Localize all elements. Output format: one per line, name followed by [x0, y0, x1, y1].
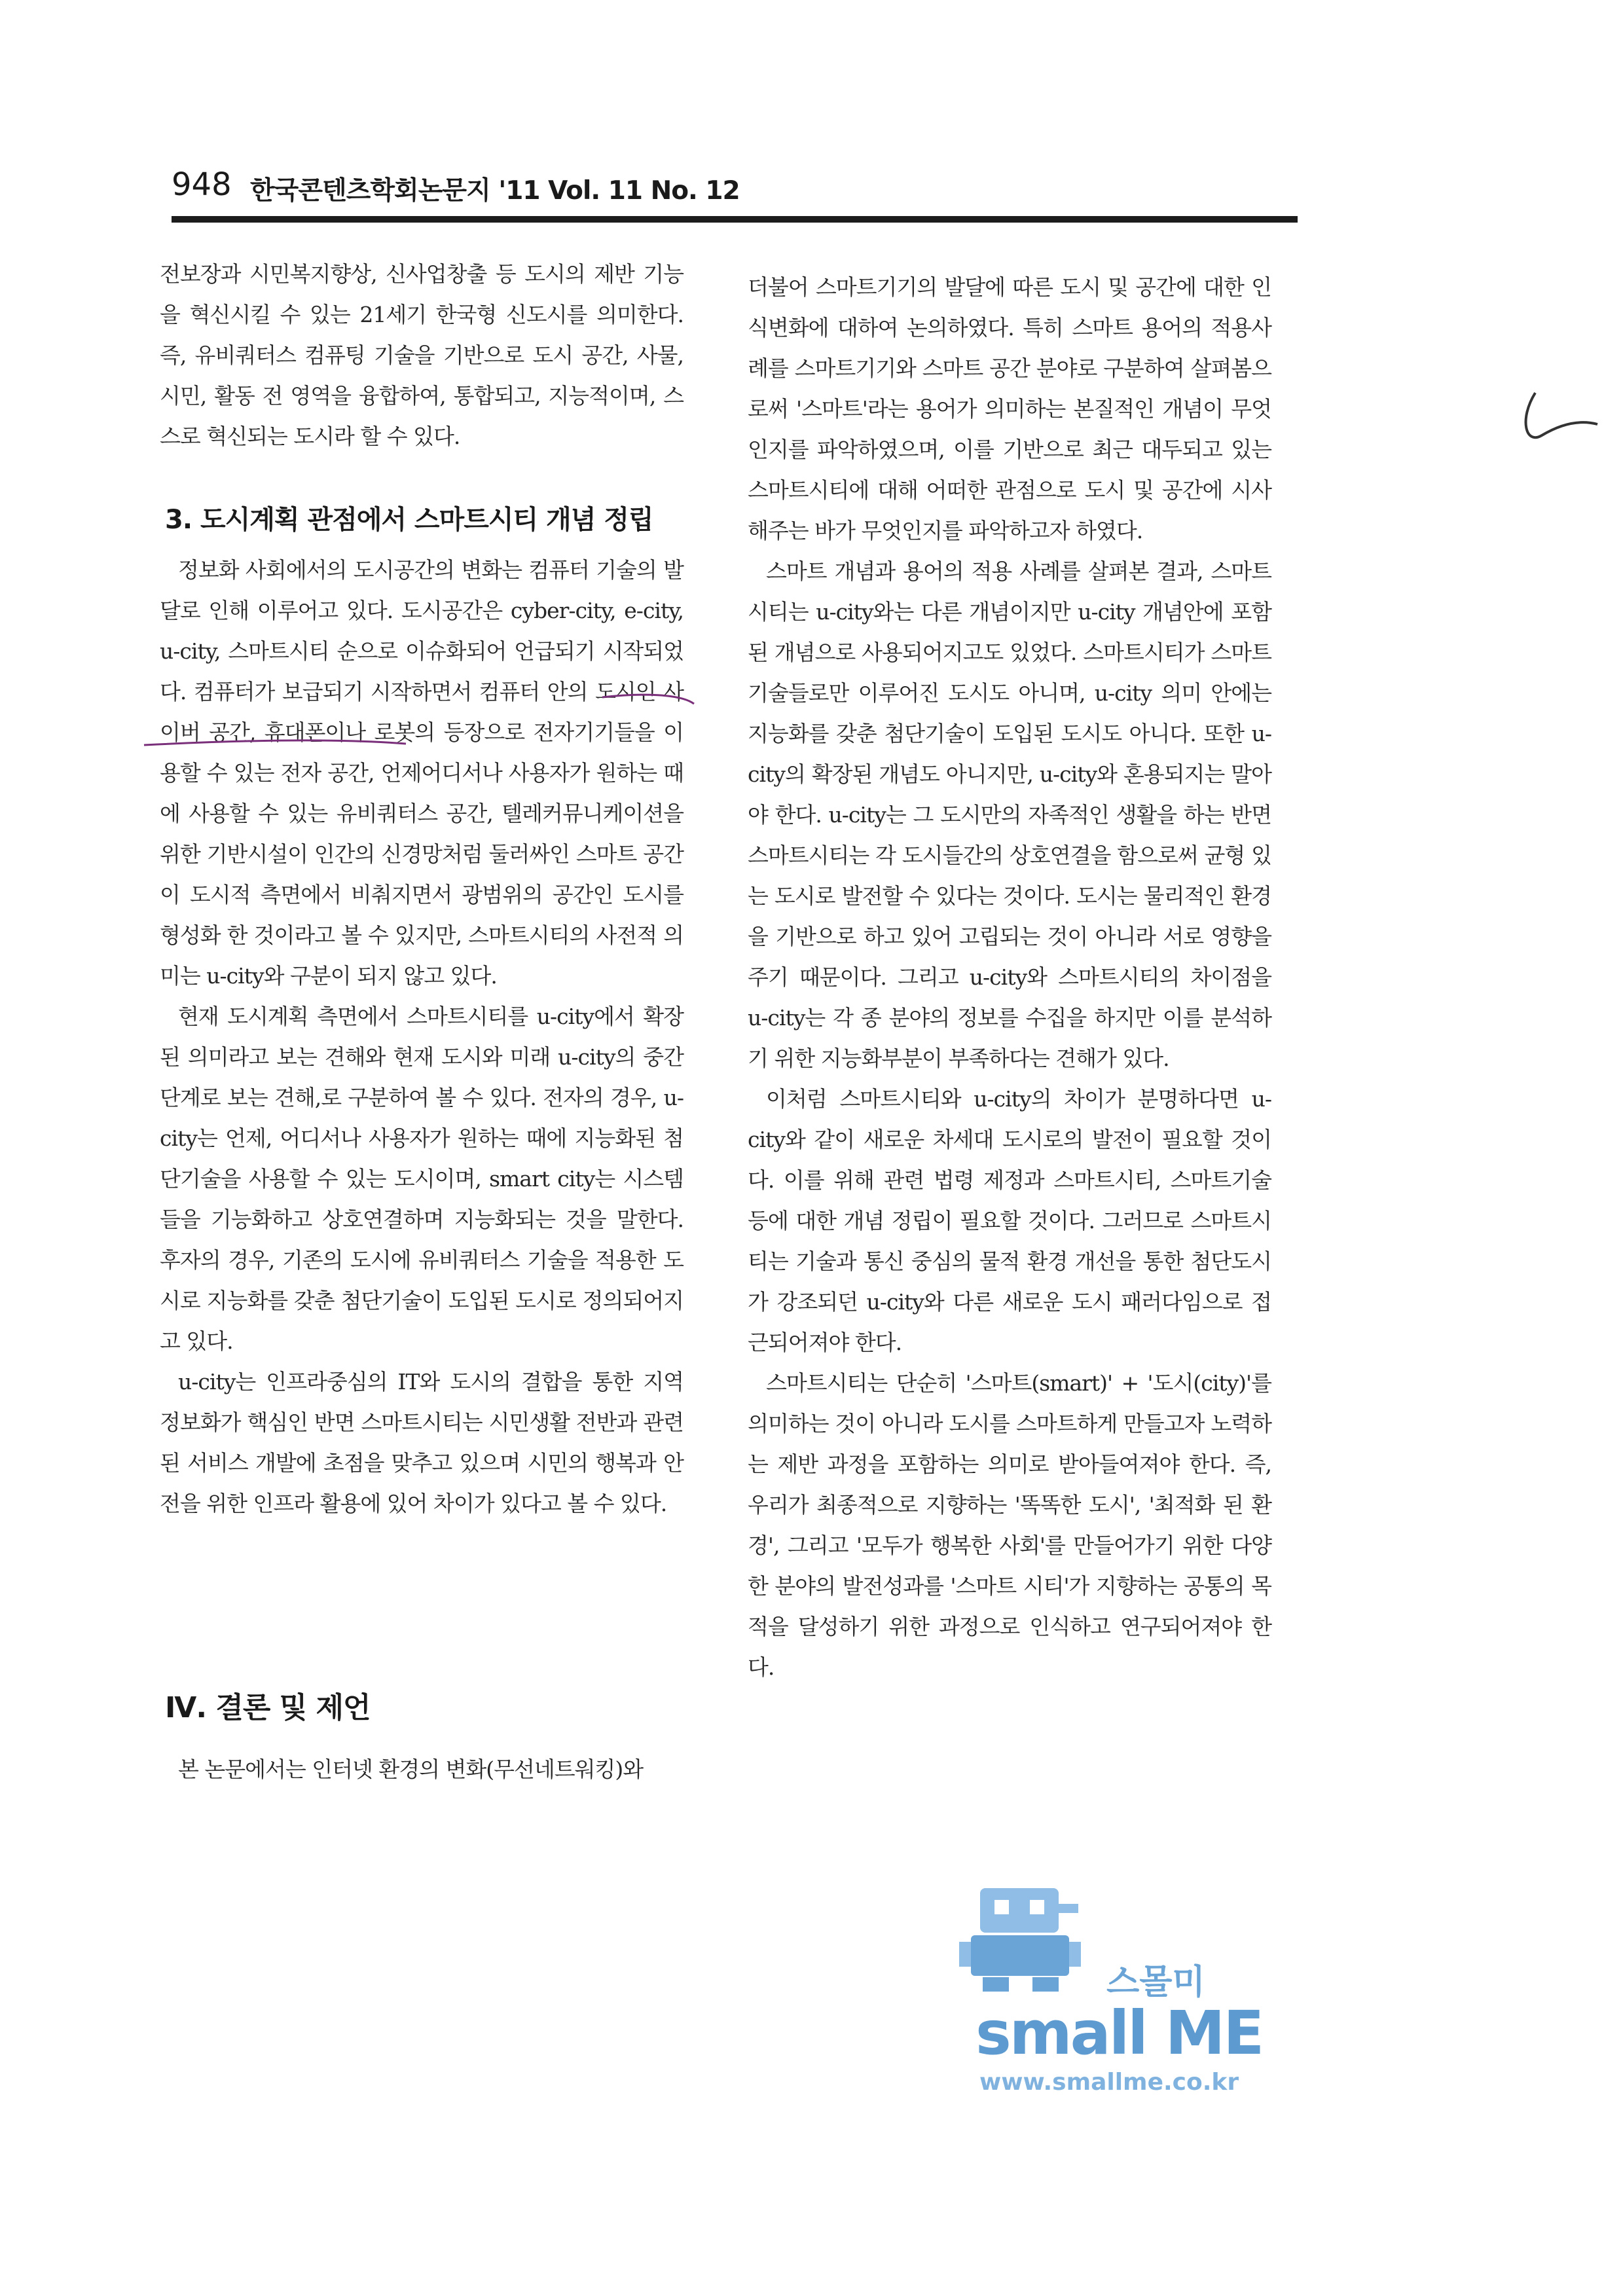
watermark-brand: small ME	[976, 1998, 1263, 2068]
running-header	[172, 164, 1298, 223]
paragraph: u-city는 인프라중심의 IT와 도시의 결합을 통한 지역 정보화가 핵심인 반면 스마트시티는 시민생활 전반과 관련된 서비스 개발에 초점을 맞추고 있으며 시민의 행복과 안전을 위한 인프라 활용에 있어 차이가 있다고 볼 수 있다.	[160, 1369, 684, 1516]
page-number: 948	[172, 166, 232, 203]
paragraph: 더불어 스마트기기의 발달에 따른 도시 및 공간에 대한 인식변화에 대하여 논의하였다. 특히 스마트 용어의 적용사례를 스마트기기와 스마트 공간 분야로 구분하여 살펴봄으로써 '스마트'라는 용어가 의미하는 본질적인 개념이 무엇인지를 파악하였으며, 이를 기반으로 최근 대두되고 있는 스마트시티에 대해 어떠한 관점으로 도시 및 공간에 시사해주는 바가 무엇인지를 파악하고자 하였다.	[748, 274, 1271, 543]
paragraph: 이처럼 스마트시티와 u-city의 차이가 분명하다면 u-city와 같이 새로운 차세대 도시로의 발전이 필요할 것이다. 이를 위해 관련 법령 제정과 스마트시티, 스마트기술 등에 대한 개념 정립이 필요할 것이다. 그러므로 스마트시티는 기술과 통신 중심의 물적 환경 개선을 통한 첨단도시가 강조되던 u-city와 다른 새로운 도시 패러다임으로 접근되어져야 한다.	[748, 1086, 1271, 1355]
left-column-intro	[160, 254, 684, 457]
watermark-url: www.smallme.co.kr	[979, 2069, 1239, 2096]
subsection-heading: 3. 도시계획 관점에서 스마트시티 개념 정립	[165, 505, 653, 535]
paragraph: 정보화 사회에서의 도시공간의 변화는 컴퓨터 기술의 발달로 인해 이루어고 있다. 도시공간은 cyber-city, e-city, u-city, 스마트시티 순으로 이슈화되어 언급되기 시작되었다. 컴퓨터가 보급되기 시작하면서 컴퓨터 안의 도시인 사이버 공간, 휴대폰이나 로봇의 등장으로 전자기기들을 이용할 수 있는 전자 공간, 언제어디서나 사용자가 원하는 때에 사용할 수 있는 유비쿼터스 공간, 텔레커뮤니케이션을 위한 기반시설이 인간의 신경망처럼 둘러싸인 스마트 공간이 도시적 측면에서 비춰지면서 광범위의 공간인 도시를 형성화 한 것이라고 볼 수 있지만, 스마트시티의 사전적 의미는 u-city와 구분이 되지 않고 있다.	[160, 557, 684, 989]
section-heading: Ⅳ. 결론 및 제언	[165, 1691, 371, 1724]
left-column-body	[160, 550, 684, 1524]
left-column-conclusion	[160, 1749, 684, 1790]
right-column	[748, 267, 1271, 1688]
paragraph: 본 논문에서는 인터넷 환경의 변화(무선네트워킹)와	[178, 1757, 644, 1782]
journal-title: 한국콘텐츠학회논문지 '11 Vol. 11 No. 12	[250, 176, 740, 206]
watermark-korean: 스몰미	[1106, 1963, 1205, 2002]
robot-mascot-icon	[953, 1886, 1123, 1997]
paragraph: 현재 도시계획 측면에서 스마트시티를 u-city에서 확장된 의미라고 보는 견해와 현재 도시와 미래 u-city의 중간단계로 보는 견해,로 구분하여 볼 수 있다. 전자의 경우, u-city는 언제, 어디서나 사용자가 원하는 때에 지능화된 첨단기술을 사용할 수 있는 도시이며, smart city는 시스템들을 기능화하고 상호연결하며 지능화되는 것을 말한다. 후자의 경우, 기존의 도시에 유비쿼터스 기술을 적용한 도시로 지능화를 갖춘 첨단기술이 도입된 도시로 정의되어지고 있다.	[160, 1004, 684, 1354]
paragraph: 전보장과 시민복지향상, 신사업창출 등 도시의 제반 기능을 혁신시킬 수 있는 21세기 한국형 신도시를 의미한다. 즉, 유비쿼터스 컴퓨팅 기술을 기반으로 도시 공간, 사물, 시민, 활동 전 영역을 융합하여, 통합되고, 지능적이며, 스스로 혁신되는 도시라 할 수 있다.	[160, 261, 684, 449]
paragraph: 스마트시티는 단순히 '스마트(smart)' + '도시(city)'를 의미하는 것이 아니라 도시를 스마트하게 만들고자 노력하는 제반 과정을 포함하는 의미로 받아들여져야 한다. 즉, 우리가 최종적으로 지향하는 '똑똑한 도시', '최적화 된 환경', 그리고 '모두가 행복한 사회'를 만들어가기 위한 다양한 분야의 발전성과를 '스마트 시티'가 지향하는 공통의 목적을 달성하기 위한 과정으로 인식하고 연구되어져야 한다.	[748, 1370, 1271, 1680]
paragraph: 스마트 개념과 용어의 적용 사례를 살펴본 결과, 스마트시티는 u-city와는 다른 개념이지만 u-city 개념안에 포함된 개념으로 사용되어지고도 있었다. 스마트시티가 스마트기술들로만 이루어진 도시도 아니며, u-city 의미 안에는 지능화를 갖춘 첨단기술이 도입된 도시도 아니다. 또한 u-city의 확장된 개념도 아니지만, u-city와 혼용되지는 말아야 한다. u-city는 그 도시만의 자족적인 생활을 하는 반면 스마트시티는 각 도시들간의 상호연결을 함으로써 균형 있는 도시로 발전할 수 있다는 것이다. 도시는 물리적인 환경을 기반으로 하고 있어 고립되는 것이 아니라 서로 영향을 주기 때문이다. 그리고 u-city와 스마트시티의 차이점을 u-city는 각 종 분야의 정보를 수집을 하지만 이를 분석하기 위한 지능화부분이 부족하다는 견해가 있다.	[748, 558, 1271, 1071]
